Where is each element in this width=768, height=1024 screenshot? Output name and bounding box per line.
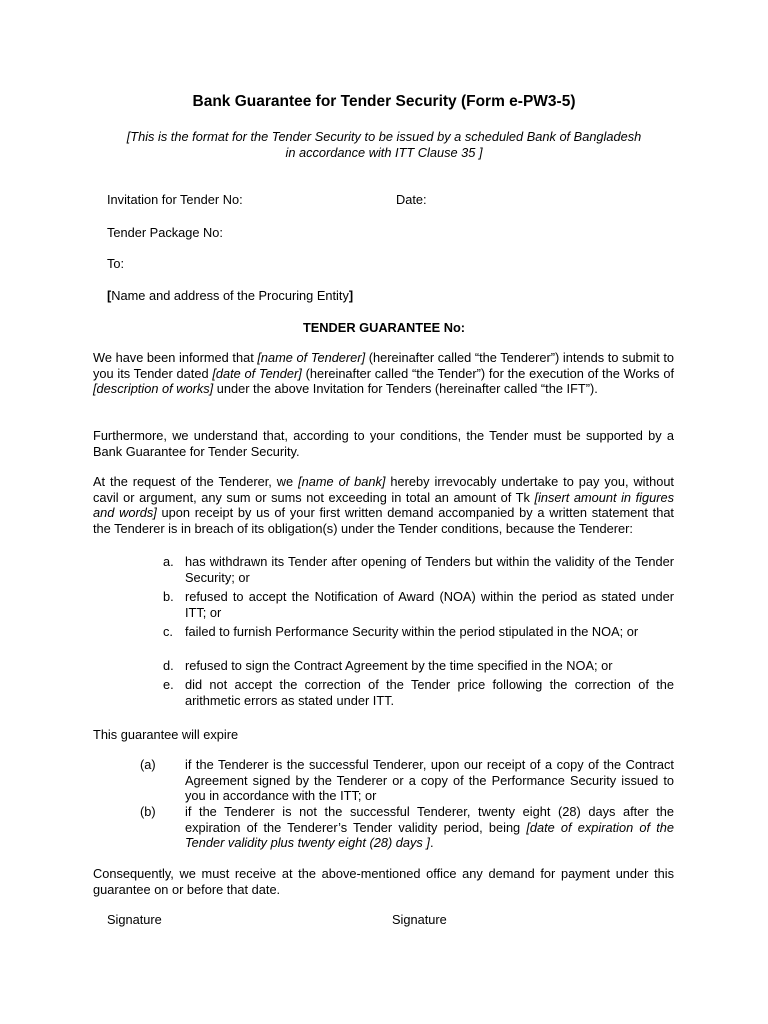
para3-text-3: upon receipt by us of your first written demand accompanied by a written statement that the Tenderer is in breach of its obligation(s) under the Tender conditions, because the Tenderer: — [93, 505, 674, 536]
para1-placeholder-date: [date of Tender] — [212, 365, 302, 381]
expiry-label: (b) — [140, 804, 156, 819]
para3-placeholder-amount: [insert amount in figures and words] — [93, 489, 674, 520]
expiry-item-b — [140, 804, 674, 851]
condition-label: a. — [163, 554, 174, 569]
condition-item — [163, 554, 674, 585]
condition-text: refused to accept the Notification of Award (NOA) within the period as stated under ITT; or — [185, 589, 674, 620]
para1-placeholder-works: [description of works] — [93, 381, 214, 396]
expiry-text — [185, 804, 674, 851]
para3-text-2: hereby irrevocably undertake to pay you, without cavil or argument, any sum or sums not exceeding in total an amount of Tk — [93, 474, 674, 505]
condition-label: d. — [163, 658, 174, 673]
condition-item — [163, 677, 674, 708]
procuring-entity-text: Name and address of the Procuring Entity — [111, 288, 349, 303]
expiry-b-placeholder-date: [date of expiration of the Tender validity plus twenty eight (28) days ] — [185, 819, 674, 850]
expiry-b-text-2: . — [429, 835, 434, 850]
para1-text-3: (hereinafter called “the Tender”) for the execution of the Works of — [301, 365, 674, 381]
procuring-entity — [107, 288, 353, 304]
signature-right: Signature — [392, 912, 447, 927]
condition-label: b. — [163, 589, 174, 604]
condition-label: e. — [163, 677, 174, 692]
format-note — [80, 129, 688, 160]
bracket-open: [ — [107, 288, 112, 303]
to-label: To: — [107, 256, 125, 271]
condition-item — [163, 658, 674, 674]
paragraph-request — [93, 474, 674, 536]
format-note-line-2: in accordance with ITT Clause 35 ] — [285, 144, 483, 160]
condition-item — [163, 589, 674, 620]
signature-left: Signature — [107, 912, 162, 927]
condition-label: c. — [163, 624, 173, 639]
para1-text-4: under the above Invitation for Tenders (hereinafter called “the IFT”). — [213, 381, 598, 396]
condition-text: did not accept the correction of the Tender price following the correction of the arithmetic errors as stated under ITT. — [185, 677, 674, 708]
condition-text: has withdrawn its Tender after opening of Tenders but within the validity of the Tender Security; or — [185, 554, 674, 585]
date-label: Date: — [396, 192, 427, 207]
package-label: Tender Package No: — [107, 225, 223, 240]
para3-text-1: At the request of the Tenderer, we — [93, 474, 299, 489]
para1-text-2: (hereinafter called “the Tenderer”) intends to submit to you its Tender dated — [93, 350, 675, 381]
condition-text: failed to furnish Performance Security within the period stipulated in the NOA; or — [185, 624, 639, 639]
expiry-b-text-1: if the Tenderer is not the successful Tenderer, twenty eight (28) days after the expiration of the Tenderer’s Tender validity period, being — [185, 804, 674, 835]
bracket-close: ] — [348, 288, 354, 303]
expire-intro: This guarantee will expire — [93, 727, 239, 742]
para3-placeholder-bank: [name of bank] — [298, 474, 386, 489]
expiry-label: (a) — [140, 757, 156, 772]
condition-item — [163, 624, 674, 640]
condition-text: refused to sign the Contract Agreement by the time specified in the NOA; or — [185, 658, 613, 673]
page-title: Bank Guarantee for Tender Security (Form e-PW3-5) — [192, 93, 576, 110]
paragraph-consequently: Consequently, we must receive at the above-mentioned office any demand for payment under this guarantee on or before that date. — [93, 866, 674, 897]
expiry-text: if the Tenderer is the successful Tenderer, upon our receipt of a copy of the Contract Agreement signed by the Tenderer or a copy of the Performance Security issued to you in accordance with the ITT; or — [185, 757, 674, 803]
para1-placeholder-tenderer: [name of Tenderer] — [257, 350, 366, 365]
guarantee-number-heading: TENDER GUARANTEE No: — [302, 320, 466, 335]
invitation-label: Invitation for Tender No: — [107, 192, 243, 207]
paragraph-furthermore: Furthermore, we understand that, according to your conditions, the Tender must be supported by a Bank Guarantee for Tender Security. — [93, 428, 674, 459]
expiry-item-a — [140, 757, 674, 804]
paragraph-informed — [93, 350, 674, 397]
format-note-line-1: [This is the format for the Tender Security to be issued by a scheduled Bank of Bangladesh — [126, 129, 642, 144]
para1-text-1: We have been informed that — [93, 350, 258, 365]
